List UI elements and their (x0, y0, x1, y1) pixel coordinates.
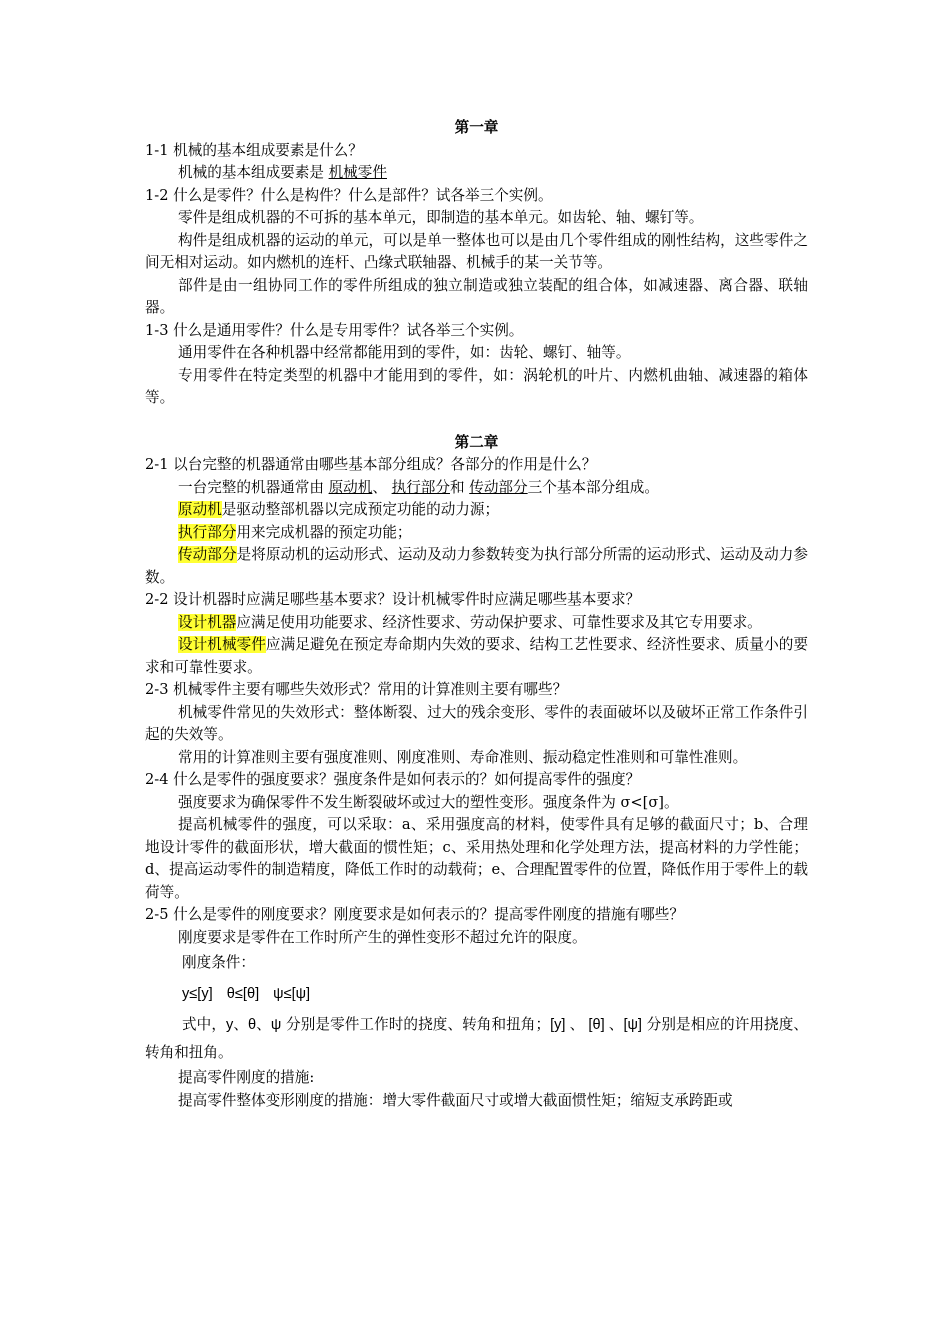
answer-2-4-measures: 提高机械零件的强度，可以采取：a、采用强度高的材料，使零件具有足够的截面尺寸；b、合理地设计零件的截面形状，增大截面的惯性矩；c、采用热处理和化学处理方法，提高材料的力学性能；d、提高运动零件的制造精度，降低工作时的动载荷；e、合理配置零件的位置，降低作用于零件上的载荷等。 (145, 816, 808, 901)
symbol-text: [y] 、 [θ] 、[ψ] (550, 1017, 642, 1033)
underlined-term: 传动部分 (469, 478, 528, 496)
stiffness-formula: y≤[y] θ≤[θ] ψ≤[ψ] (182, 986, 311, 1002)
spacer (145, 410, 808, 432)
stiffness-condition-label: 刚度条件： (182, 954, 255, 971)
question-1-1: 1-1 机械的基本组成要素是什么？ (145, 141, 363, 159)
stiffness-measures-text: 提高零件整体变形刚度的措施：增大零件截面尺寸或增大截面惯性矩；缩短支承跨距或 (178, 1091, 733, 1109)
answer-text: 是驱动整部机器以完成预定功能的动力源； (221, 501, 500, 518)
separator: 、 (372, 478, 392, 496)
stiffness-measures-label: 提高零件刚度的措施: (178, 1069, 315, 1086)
answer-1-2-part: 零件是组成机器的不可拆的基本单元，即制造的基本单元。如齿轮、轴、螺钉等。 (178, 209, 704, 226)
question-2-2: 2-2 设计机器时应满足哪些基本要求？设计机械零件时应满足哪些基本要求？ (145, 591, 641, 608)
answer-2-1-intro (145, 477, 808, 500)
answer-2-1-executor (145, 522, 808, 545)
highlighted-term: 传动部分 (178, 546, 237, 563)
answer-text: 三个基本部分组成。 (527, 478, 659, 496)
highlighted-term: 设计机器 (178, 613, 237, 631)
answer-1-2-assembly: 部件是由一组协同工作的零件所组成的独立制造或独立装配的组合体，如减速器、离合器、联轴器。 (145, 276, 808, 316)
answer-1-1 (145, 162, 808, 185)
answer-2-1-transmission (145, 544, 808, 589)
highlighted-term: 设计机械零件 (178, 636, 266, 653)
question-2-3: 2-3 机械零件主要有哪些失效形式？常用的计算准则主要有哪些？ (145, 681, 568, 698)
formula-explanation (145, 1011, 808, 1067)
underlined-term: 执行部分 (391, 478, 450, 496)
symbol-text: y、θ、ψ (226, 1017, 282, 1033)
answer-text: 分别是相应的许用挠度、转角和扭角。 (145, 1016, 808, 1061)
answer-2-2-machine (145, 612, 808, 635)
separator: 和 (450, 478, 470, 496)
answer-text: 用来完成机器的预定功能； (236, 523, 412, 541)
question-2-5: 2-5 什么是零件的刚度要求？刚度要求是如何表示的？提高零件刚度的措施有哪些？ (145, 906, 684, 923)
answer-2-1-prime-mover (145, 499, 808, 522)
chapter-2-title: 第二章 (454, 433, 499, 451)
answer-text: 是将原动机的运动形式、运动及动力参数转变为执行部分所需的运动形式、运动及动力参数。 (145, 546, 808, 586)
answer-text: 式中， (182, 1016, 227, 1033)
answer-2-4-strength: 强度要求为确保零件不发生断裂破坏或过大的塑性变形。强度条件为 σ<[σ]。 (178, 793, 679, 811)
answer-2-3-criteria: 常用的计算准则主要有强度准则、刚度准则、寿命准则、振动稳定性准则和可靠性准则。 (178, 748, 748, 766)
question-2-1: 2-1 以台完整的机器通常由哪些基本部分组成？各部分的作用是什么？ (145, 456, 597, 473)
answer-text: 机械的基本组成要素是 (178, 164, 329, 181)
document-body (145, 117, 808, 1112)
answer-1-3-special: 专用零件在特定类型的机器中才能用到的零件，如：涡轮机的叶片、内燃机曲轴、减速器的箱体等。 (145, 366, 808, 406)
question-2-4: 2-4 什么是零件的强度要求？强度条件是如何表示的？如何提高零件的强度？ (145, 771, 641, 788)
answer-1-3-general: 通用零件在各种机器中经常都能用到的零件，如：齿轮、螺钉、轴等。 (178, 344, 631, 361)
underlined-term: 原动机 (328, 478, 373, 496)
answer-1-2-component: 构件是组成机器的运动的单元，可以是单一整体也可以是由几个零件组成的刚性结构，这些零件之间无相对运动。如内燃机的连杆、凸缘式联轴器、机械手的某一关节等。 (145, 231, 808, 271)
answer-2-2-part (145, 634, 808, 679)
answer-text: 应满足使用功能要求、经济性要求、劳动保护要求、可靠性要求及其它专用要求。 (236, 613, 762, 631)
underlined-term: 机械零件 (328, 164, 387, 181)
answer-text: 分别是零件工作时的挠度、转角和扭角； (281, 1016, 551, 1033)
answer-text: 一台完整的机器通常由 (178, 478, 329, 496)
answer-text: 应满足避免在预定寿命期内失效的要求、结构工艺性要求、经济性要求、质量小的要求和可靠性要求。 (145, 636, 808, 676)
answer-2-5-stiffness: 刚度要求是零件在工作时所产生的弹性变形不超过允许的限度。 (178, 928, 587, 946)
question-1-2: 1-2 什么是零件？什么是构件？什么是部件？试各举三个实例。 (145, 186, 553, 204)
highlighted-term: 原动机 (178, 501, 222, 518)
answer-2-3-failures: 机械零件常见的失效形式：整体断裂、过大的残余变形、零件的表面破坏以及破坏正常工作条件引起的失效等。 (145, 703, 808, 743)
highlighted-term: 执行部分 (178, 523, 237, 541)
question-1-3: 1-3 什么是通用零件？什么是专用零件？试各举三个实例。 (145, 321, 524, 339)
chapter-1-title: 第一章 (454, 119, 499, 136)
